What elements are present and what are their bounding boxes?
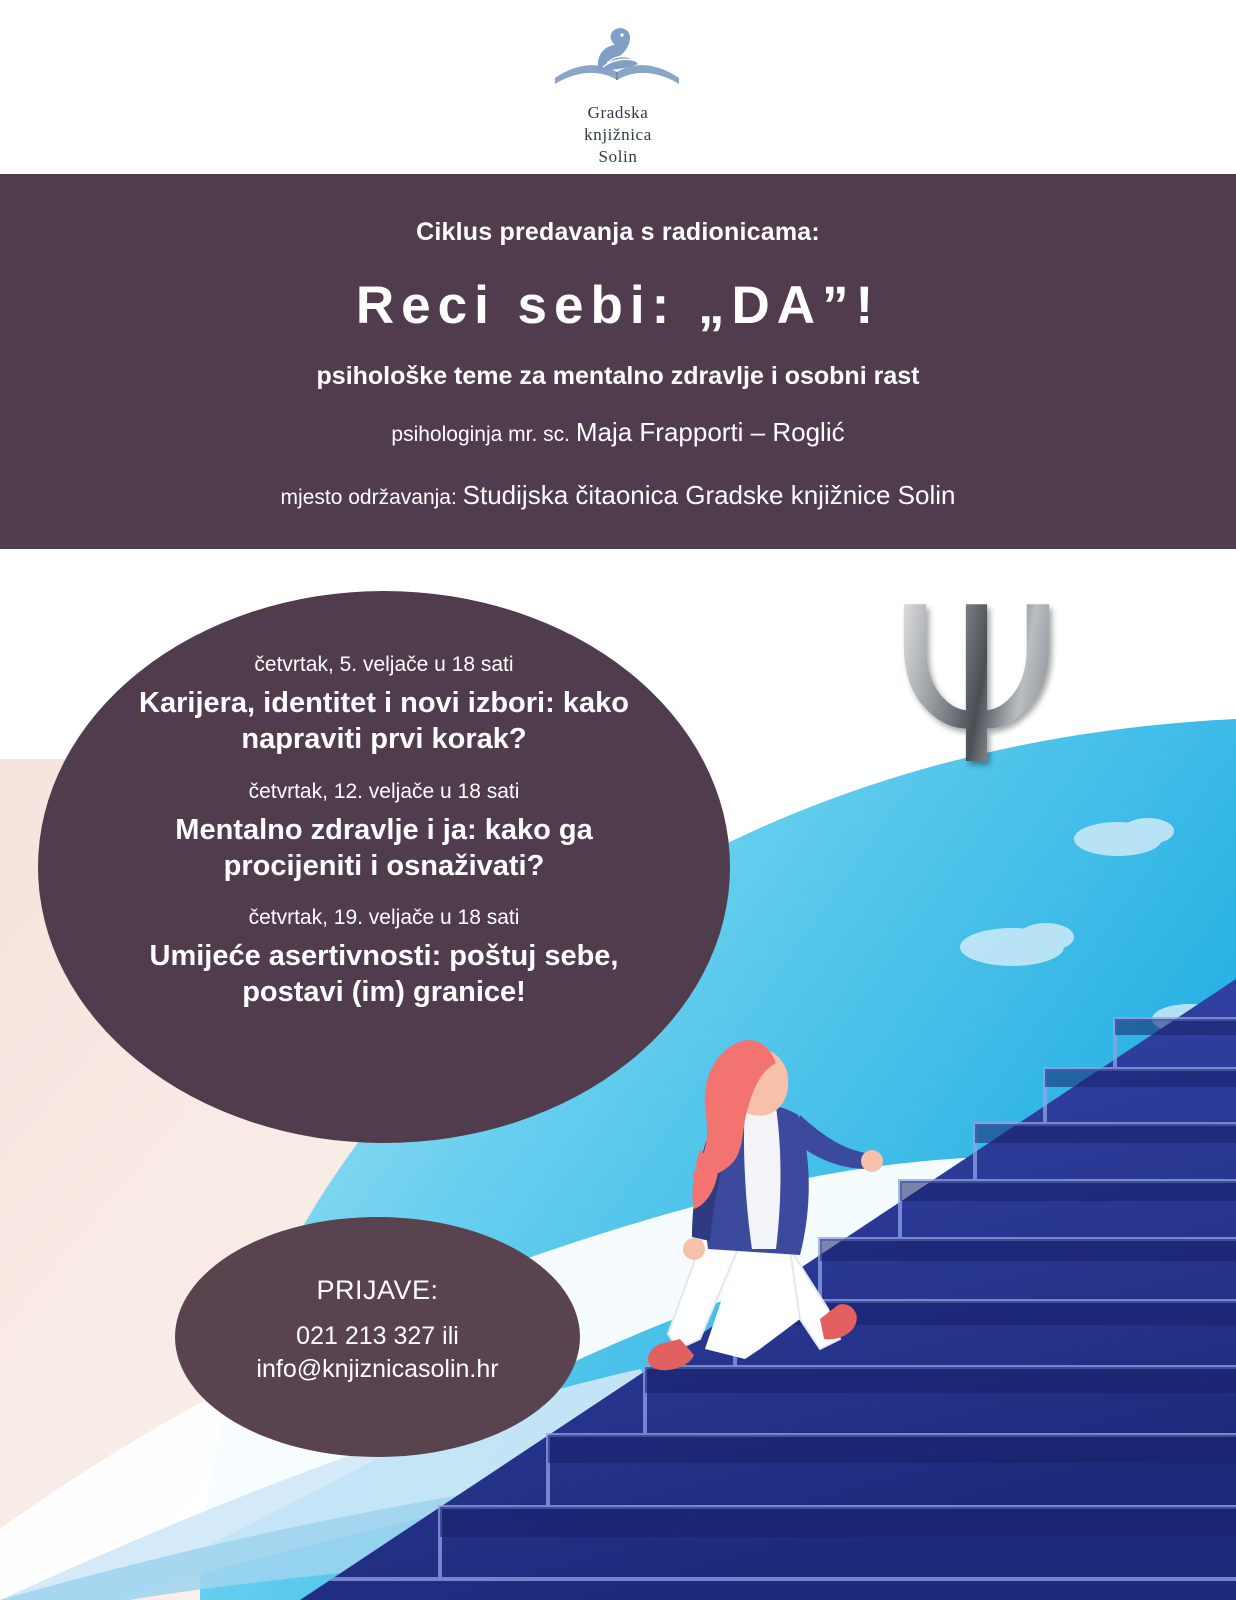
program-title-3: Umijeće asertivnosti: poštuj sebe, postavi (im) granice! (149, 940, 619, 1009)
open-book-swan-logo-icon (543, 18, 693, 98)
contact-phone[interactable]: 021 213 327 ili (296, 1322, 459, 1350)
presenter-line (0, 417, 1236, 448)
title-banner (0, 174, 1236, 549)
contact-bubble (175, 1217, 580, 1457)
contact-email[interactable]: info@knjiznicasolin.hr (256, 1355, 499, 1383)
banner-subtitle: psihološke teme za mentalno zdravlje i osobni rast (316, 362, 920, 390)
program-date-2: četvrtak, 12. veljače u 18 sati (248, 779, 520, 803)
program-date-3: četvrtak, 19. veljače u 18 sati (248, 906, 520, 929)
library-logo (0, 18, 1236, 168)
venue-prefix: mjesto održavanja: (280, 486, 457, 509)
logo-line-1: Gradska (587, 103, 649, 122)
logo-line-3: Solin (598, 146, 638, 166)
presenter-prefix: psihologinja mr. sc. (391, 423, 570, 446)
banner-kicker: Ciklus predavanja s radionicama: (416, 218, 820, 246)
program-bubble (38, 591, 730, 1143)
venue-line (0, 480, 1236, 511)
contact-label: PRIJAVE: (316, 1275, 439, 1305)
program-date-1: četvrtak, 5. veljače u 18 sati (254, 653, 514, 676)
program-title-1: Karijera, identitet i novi izbori: kako napraviti prvi korak? (139, 687, 629, 756)
logo-line-2: knjižnica (584, 124, 652, 144)
logo-wordmark (584, 102, 652, 167)
presenter-name: Maja Frapporti – Roglić (575, 417, 845, 447)
psi-symbol-icon: Ψ (891, 561, 1061, 812)
venue-place: Studijska čitaonica Gradske knjižnice Solin (462, 480, 956, 510)
illustration (0, 549, 1236, 1600)
program-title-2: Mentalno zdravlje i ja: kako ga procijeniti i osnaživati? (175, 813, 593, 882)
page-title: Reci sebi: „DA”! (355, 276, 881, 335)
